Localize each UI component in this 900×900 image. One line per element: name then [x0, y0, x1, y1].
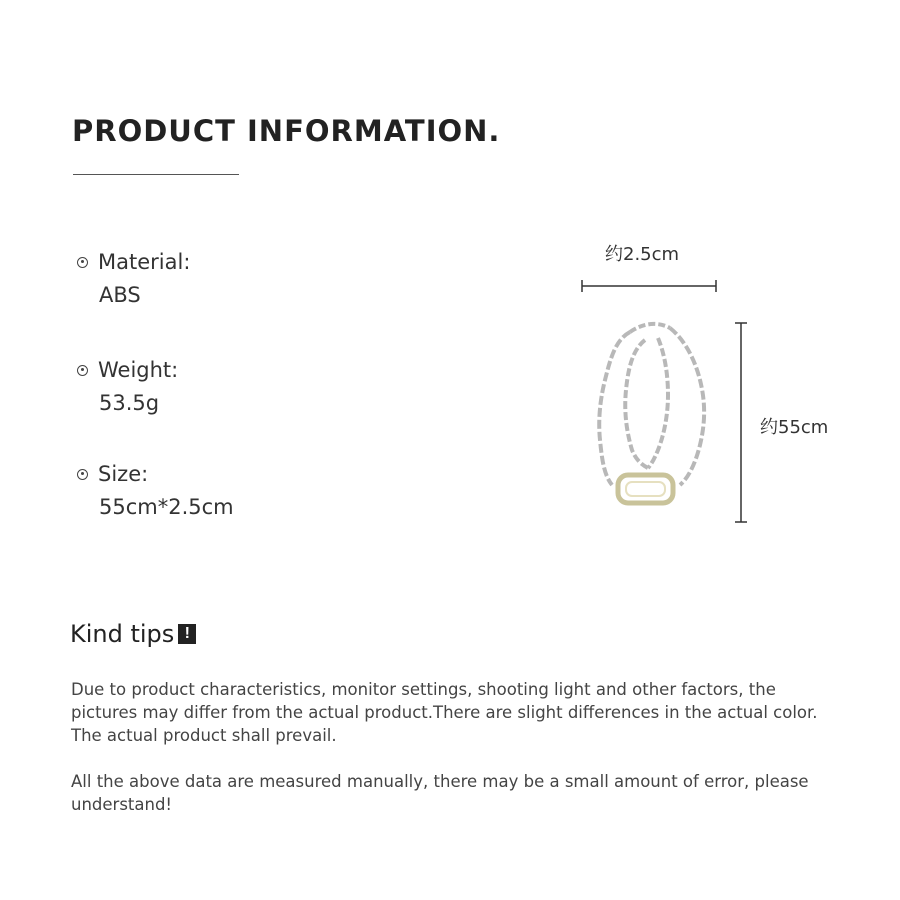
- spec-label: Material:: [98, 250, 191, 274]
- kind-tips-heading: [70, 620, 196, 648]
- spec-value: 55cm*2.5cm: [99, 495, 234, 519]
- spec-material: [77, 250, 190, 307]
- height-dimension-line: [735, 323, 747, 522]
- warning-icon: !: [178, 624, 196, 644]
- bullet-icon: [77, 365, 88, 376]
- spec-label: Weight:: [98, 358, 179, 382]
- tips-paragraph: All the above data are measured manually, there may be a small amount of error, please understand!: [71, 772, 809, 814]
- spec-size: [77, 462, 234, 519]
- spec-value: ABS: [99, 283, 141, 307]
- chain-necklace-image: [599, 324, 704, 485]
- spec-label: Size:: [98, 462, 149, 486]
- bullet-icon: [77, 257, 88, 268]
- tips-paragraph: Due to product characteristics, monitor settings, shooting light and other factors, the pictures may differ from the actual product.There are slight differences in the actual color. The actual product shall prevail.: [71, 680, 818, 745]
- kind-tips-label: Kind tips: [70, 620, 175, 648]
- bullet-icon: [77, 469, 88, 480]
- height-dimension-label: 约55cm: [760, 417, 829, 438]
- width-dimension-line: [582, 280, 716, 292]
- product-diagram: [560, 270, 760, 540]
- spec-value: 53.5g: [99, 391, 160, 415]
- title-divider: [73, 174, 239, 175]
- page-title: PRODUCT INFORMATION.: [72, 114, 501, 148]
- spec-weight: [77, 358, 178, 415]
- width-dimension-label: 约2.5cm: [605, 244, 680, 265]
